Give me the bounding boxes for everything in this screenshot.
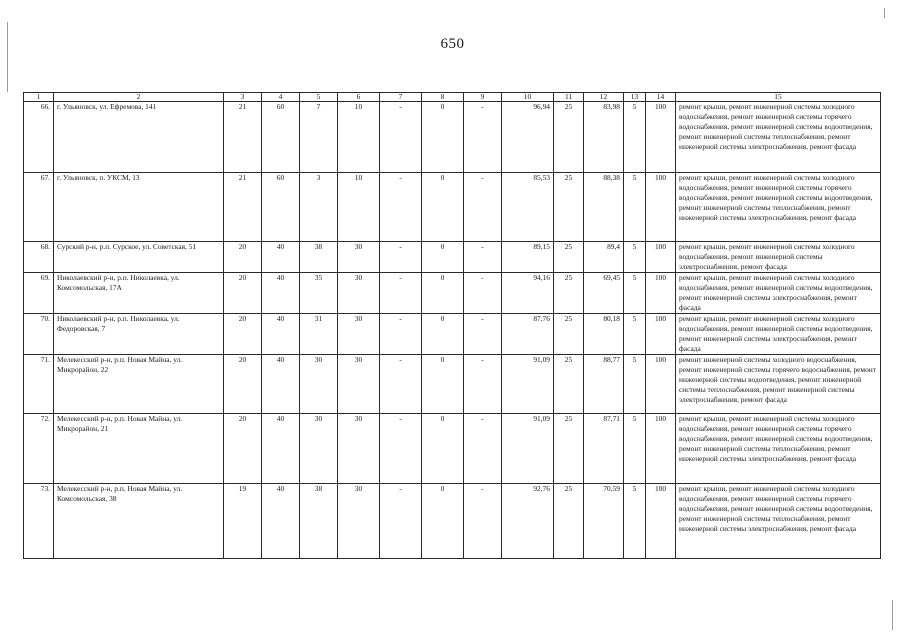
value-cell-c4: 60 <box>262 173 300 242</box>
scan-edge-mark <box>7 22 8 92</box>
table-row <box>24 242 881 273</box>
value-cell-c4: 40 <box>262 314 300 355</box>
value-cell-c3: 20 <box>224 273 262 314</box>
value-cell-c12: 69,45 <box>584 273 624 314</box>
value-cell-c3: 20 <box>224 242 262 273</box>
value-cell-c3: 20 <box>224 414 262 484</box>
value-cell-c3: 19 <box>224 484 262 559</box>
value-cell-c8: 0 <box>422 355 464 414</box>
value-cell-c9: - <box>464 355 502 414</box>
works-cell: ремонт крыши, ремонт инженерной системы холодного водоснабжения, ремонт инженерной системы электроснабжения, ремонт фасада <box>676 242 881 273</box>
value-cell-c12: 87,71 <box>584 414 624 484</box>
table-row <box>24 173 881 242</box>
value-cell-c3: 20 <box>224 355 262 414</box>
address-cell: Мелекесский р-н, р.п. Новая Майна, ул. Микрорайон, 21 <box>54 414 224 484</box>
value-cell-c13: 5 <box>624 242 646 273</box>
value-cell-c9: - <box>464 414 502 484</box>
value-cell-c11: 25 <box>554 102 584 173</box>
address-cell: Николаевский р-н, р.п. Николаевка, ул. Федоровская, 7 <box>54 314 224 355</box>
table-body <box>24 93 881 559</box>
works-cell: ремонт крыши, ремонт инженерной системы холодного водоснабжения, ремонт инженерной системы водоотведения, ремонт инженерной системы электроснабжения, ремонт фасада <box>676 314 881 355</box>
value-cell-c13: 5 <box>624 314 646 355</box>
value-cell-c4: 40 <box>262 484 300 559</box>
value-cell-c9: - <box>464 314 502 355</box>
works-cell: ремонт инженерной системы холодного водоснабжения, ремонт инженерной системы горячего водоснабжения, ремонт инженерной системы водоотведения, ремонт инженерной системы теплоснабжения, ремонт инженерной системы электроснабжения, ремонт фасада <box>676 355 881 414</box>
value-cell-c14: 100 <box>646 173 676 242</box>
table-row <box>24 484 881 559</box>
column-number-7: 7 <box>380 93 422 102</box>
value-cell-c8: 0 <box>422 414 464 484</box>
row-number: 71. <box>24 355 54 414</box>
value-cell-c9: - <box>464 273 502 314</box>
value-cell-c7: - <box>380 484 422 559</box>
value-cell-c7: - <box>380 102 422 173</box>
value-cell-c5: 30 <box>300 414 338 484</box>
value-cell-c13: 5 <box>624 273 646 314</box>
value-cell-c6: 30 <box>338 414 380 484</box>
value-cell-c3: 21 <box>224 173 262 242</box>
value-cell-c7: - <box>380 273 422 314</box>
address-cell: Мелекесский р-н, р.п. Новая Майна, ул. Комсомольская, 38 <box>54 484 224 559</box>
value-cell-c8: 0 <box>422 173 464 242</box>
value-cell-c14: 100 <box>646 355 676 414</box>
value-cell-c14: 100 <box>646 242 676 273</box>
row-number: 72. <box>24 414 54 484</box>
column-number-row <box>24 93 881 102</box>
value-cell-c10: 85,53 <box>502 173 554 242</box>
value-cell-c10: 87,76 <box>502 314 554 355</box>
value-cell-c12: 83,98 <box>584 102 624 173</box>
value-cell-c9: - <box>464 173 502 242</box>
value-cell-c6: 10 <box>338 102 380 173</box>
value-cell-c5: 38 <box>300 242 338 273</box>
address-cell: г. Ульяновск, п. УКСМ, 13 <box>54 173 224 242</box>
value-cell-c5: 31 <box>300 314 338 355</box>
value-cell-c7: - <box>380 242 422 273</box>
value-cell-c4: 40 <box>262 414 300 484</box>
column-number-9: 9 <box>464 93 502 102</box>
column-number-13: 13 <box>624 93 646 102</box>
column-number-10: 10 <box>502 93 554 102</box>
value-cell-c12: 70,59 <box>584 484 624 559</box>
column-number-11: 11 <box>554 93 584 102</box>
value-cell-c10: 91,09 <box>502 355 554 414</box>
table-row <box>24 273 881 314</box>
column-number-6: 6 <box>338 93 380 102</box>
value-cell-c6: 30 <box>338 273 380 314</box>
value-cell-c5: 7 <box>300 102 338 173</box>
value-cell-c11: 25 <box>554 242 584 273</box>
column-number-2: 2 <box>54 93 224 102</box>
works-cell: ремонт крыши, ремонт инженерной системы холодного водоснабжения, ремонт инженерной системы водоотведения, ремонт инженерной системы электроснабжения, ремонт фасада <box>676 273 881 314</box>
column-number-15: 15 <box>676 93 881 102</box>
value-cell-c13: 5 <box>624 355 646 414</box>
value-cell-c10: 91,09 <box>502 414 554 484</box>
value-cell-c9: - <box>464 102 502 173</box>
address-cell: Николаевский р-н, р.п. Николаевка, ул. Комсомольская, 17А <box>54 273 224 314</box>
value-cell-c4: 60 <box>262 102 300 173</box>
value-cell-c7: - <box>380 173 422 242</box>
value-cell-c6: 10 <box>338 173 380 242</box>
value-cell-c12: 88,77 <box>584 355 624 414</box>
value-cell-c8: 0 <box>422 484 464 559</box>
value-cell-c14: 100 <box>646 414 676 484</box>
value-cell-c8: 0 <box>422 273 464 314</box>
scan-edge-mark <box>884 8 885 18</box>
value-cell-c14: 100 <box>646 314 676 355</box>
works-cell: ремонт крыши, ремонт инженерной системы холодного водоснабжения, ремонт инженерной системы горячего водоснабжения, ремонт инженерной системы водоотведения, ремонт инженерной системы теплоснабжения, ремонт инженерной системы электроснабжения, ремонт фасада <box>676 484 881 559</box>
column-number-4: 4 <box>262 93 300 102</box>
works-cell: ремонт крыши, ремонт инженерной системы холодного водоснабжения, ремонт инженерной системы горячего водоснабжения, ремонт инженерной системы водоотведения, ремонт инженерной системы теплоснабжения, ремонт инженерной системы электроснабжения, ремонт фасада <box>676 102 881 173</box>
column-number-14: 14 <box>646 93 676 102</box>
address-cell: Сурский р-н, р.п. Сурское, ул. Советская, 51 <box>54 242 224 273</box>
value-cell-c12: 88,38 <box>584 173 624 242</box>
column-number-8: 8 <box>422 93 464 102</box>
row-number: 70. <box>24 314 54 355</box>
value-cell-c8: 0 <box>422 242 464 273</box>
value-cell-c11: 25 <box>554 414 584 484</box>
row-number: 67. <box>24 173 54 242</box>
value-cell-c6: 30 <box>338 355 380 414</box>
scan-edge-mark <box>892 600 893 630</box>
value-cell-c13: 5 <box>624 173 646 242</box>
value-cell-c6: 30 <box>338 242 380 273</box>
value-cell-c11: 25 <box>554 314 584 355</box>
value-cell-c14: 100 <box>646 102 676 173</box>
value-cell-c11: 25 <box>554 273 584 314</box>
value-cell-c6: 30 <box>338 314 380 355</box>
column-number-5: 5 <box>300 93 338 102</box>
value-cell-c11: 25 <box>554 484 584 559</box>
value-cell-c5: 3 <box>300 173 338 242</box>
value-cell-c4: 40 <box>262 242 300 273</box>
value-cell-c7: - <box>380 314 422 355</box>
row-number: 66. <box>24 102 54 173</box>
value-cell-c5: 38 <box>300 484 338 559</box>
value-cell-c13: 5 <box>624 484 646 559</box>
value-cell-c13: 5 <box>624 414 646 484</box>
row-number: 68. <box>24 242 54 273</box>
value-cell-c10: 94,16 <box>502 273 554 314</box>
address-cell: Мелекесский р-н, р.п. Новая Майна, ул. Микрорайон, 22 <box>54 355 224 414</box>
value-cell-c10: 89,15 <box>502 242 554 273</box>
value-cell-c14: 100 <box>646 484 676 559</box>
value-cell-c11: 25 <box>554 355 584 414</box>
value-cell-c10: 96,94 <box>502 102 554 173</box>
value-cell-c12: 89,4 <box>584 242 624 273</box>
value-cell-c8: 0 <box>422 314 464 355</box>
value-cell-c7: - <box>380 355 422 414</box>
column-number-1: 1 <box>24 93 54 102</box>
value-cell-c13: 5 <box>624 102 646 173</box>
value-cell-c6: 30 <box>338 484 380 559</box>
value-cell-c4: 40 <box>262 355 300 414</box>
value-cell-c9: - <box>464 484 502 559</box>
value-cell-c11: 25 <box>554 173 584 242</box>
value-cell-c3: 21 <box>224 102 262 173</box>
value-cell-c10: 92,76 <box>502 484 554 559</box>
address-cell: г. Ульяновск, ул. Ефремова, 141 <box>54 102 224 173</box>
value-cell-c7: - <box>380 414 422 484</box>
value-cell-c5: 35 <box>300 273 338 314</box>
value-cell-c4: 40 <box>262 273 300 314</box>
row-number: 73. <box>24 484 54 559</box>
row-number: 69. <box>24 273 54 314</box>
works-cell: ремонт крыши, ремонт инженерной системы холодного водоснабжения, ремонт инженерной системы горячего водоснабжения, ремонт инженерной системы водоотведения, ремонт инженерной системы теплоснабжения, ремонт инженерной системы электроснабжения, ремонт фасада <box>676 173 881 242</box>
value-cell-c12: 80,18 <box>584 314 624 355</box>
repair-program-table <box>23 92 881 559</box>
works-cell: ремонт крыши, ремонт инженерной системы холодного водоснабжения, ремонт инженерной системы горячего водоснабжения, ремонт инженерной системы водоотведения, ремонт инженерной системы теплоснабжения, ремонт инженерной системы электроснабжения, ремонт фасада <box>676 414 881 484</box>
column-number-3: 3 <box>224 93 262 102</box>
table-row <box>24 314 881 355</box>
column-number-12: 12 <box>584 93 624 102</box>
value-cell-c5: 30 <box>300 355 338 414</box>
value-cell-c14: 100 <box>646 273 676 314</box>
value-cell-c3: 20 <box>224 314 262 355</box>
page-number: 650 <box>440 36 465 52</box>
table-row <box>24 414 881 484</box>
value-cell-c8: 0 <box>422 102 464 173</box>
value-cell-c9: - <box>464 242 502 273</box>
table-row <box>24 102 881 173</box>
table-row <box>24 355 881 414</box>
